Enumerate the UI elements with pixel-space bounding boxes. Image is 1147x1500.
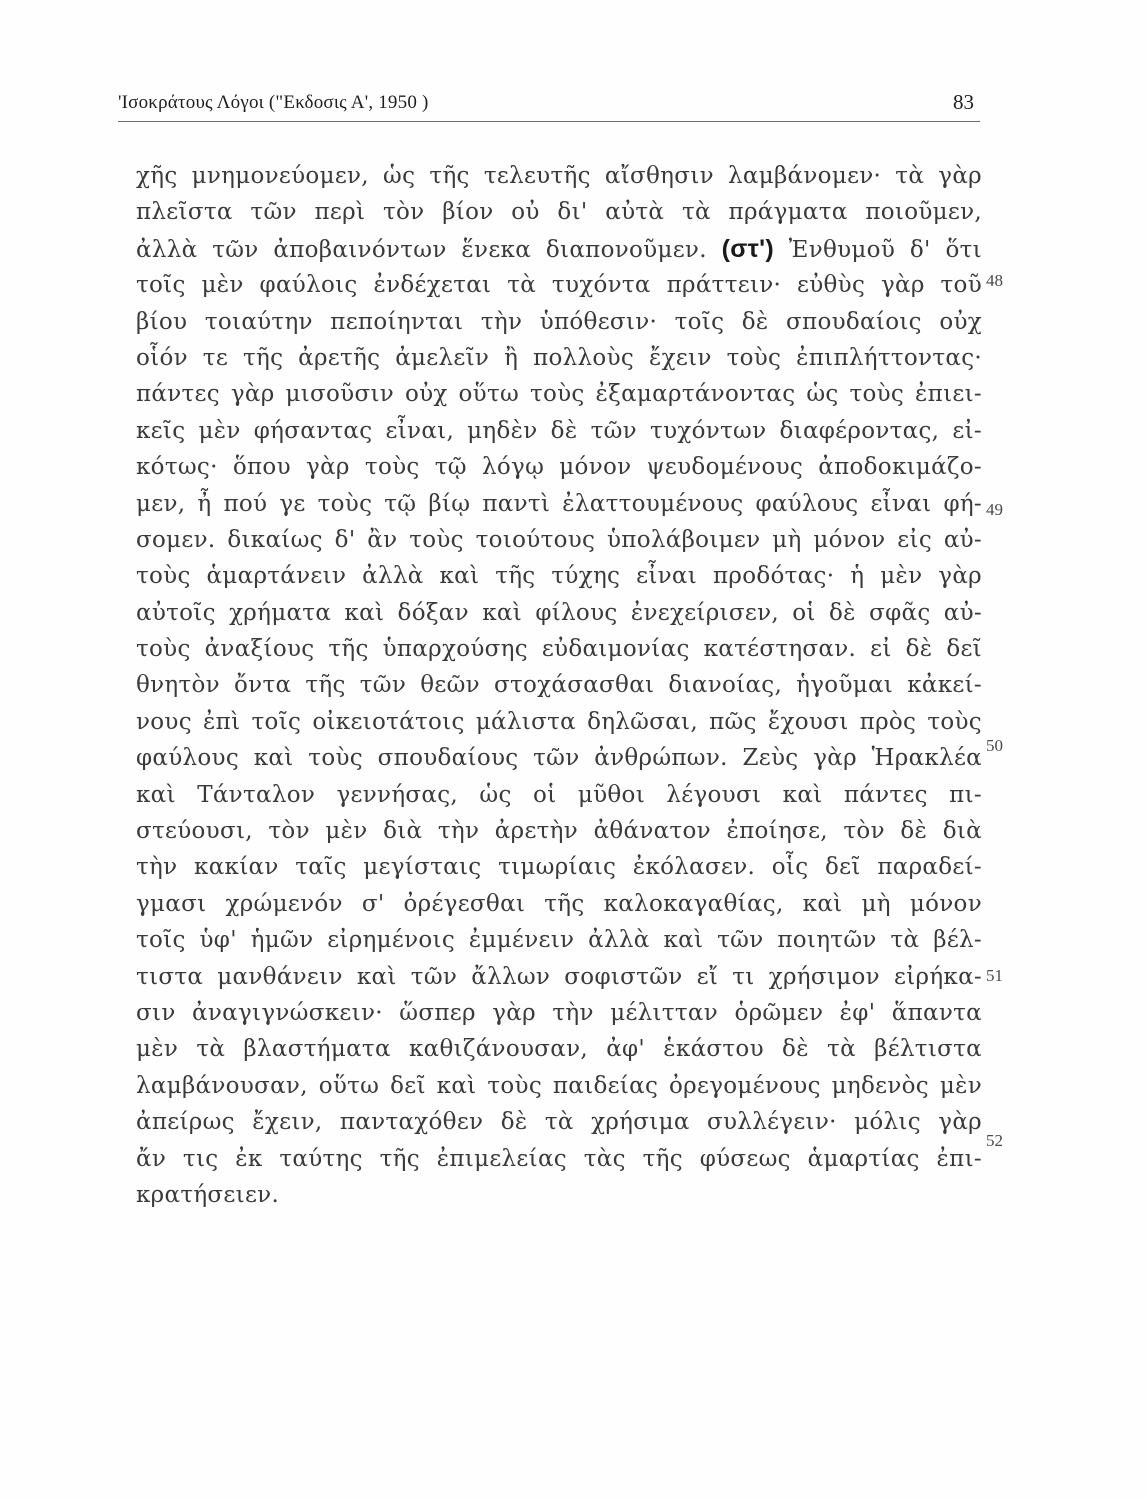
page-header: [118, 88, 980, 124]
running-title: 'Ισοκράτους Λόγοι ("Εκδοσις Α', 1950 ): [118, 92, 429, 113]
margin-section-number: 52: [986, 1131, 1003, 1150]
chapter-mark: (στ'): [721, 234, 774, 263]
margin-section-number: 51: [986, 966, 1003, 985]
text-line: πλεῖστα τῶν περὶ τὸν βίον οὐ δι' αὐτὰ τὰ πράγματα ποιοῦμεν,: [136, 199, 982, 226]
text-line: τοὺς ἁμαρτάνειν ἀλλὰ καὶ τῆς τύχης εἶναι προδότας· ἡ μὲν γὰρ: [136, 563, 982, 590]
text-line: χῆς μνημονεύομεν, ὡς τῆς τελευτῆς αἴσθησιν λαμβάνομεν· τὰ γὰρ: [136, 163, 982, 189]
text-line: [136, 231, 982, 267]
text-line-start: ἀλλὰ τῶν ἀποβαινόντων ἕνεκα διαπονοῦμεν.: [136, 236, 707, 263]
text-line: τοῖς ὑφ' ἡμῶν εἰρημένοις ἐμμένειν ἀλλὰ καὶ τῶν ποιητῶν τὰ βέλ-: [136, 927, 982, 954]
header-rule: [118, 121, 980, 122]
text-line: καὶ Τάνταλον γεννήσας, ὡς οἱ μῦθοι λέγουσι καὶ πάντες πι-: [136, 781, 982, 808]
text-line: ἄν τις ἐκ ταύτης τῆς ἐπιμελείας τὰς τῆς φύσεως ἁμαρτίας ἐπι-: [136, 1145, 982, 1172]
body-text: [136, 158, 982, 1213]
text-line: κεῖς μὲν φήσαντας εἶναι, μηδὲν δὲ τῶν τυχόντων διαφέροντας, εἰ-: [136, 417, 982, 444]
text-line-end: Ἐνθυμοῦ δ' ὅτι: [788, 236, 982, 263]
text-line: μεν, ἦ πού γε τοὺς τῷ βίῳ παντὶ ἐλαττουμένους φαύλους εἶναι φή-: [136, 490, 982, 517]
text-line: κότως· ὅπου γὰρ τοὺς τῷ λόγῳ μόνον ψευδομένους ἀποδοκιμάζο-: [136, 454, 982, 481]
text-line: τοὺς ἀναξίους τῆς ὑπαρχούσης εὐδαιμονίας κατέστησαν. εἰ δὲ δεῖ: [136, 636, 982, 663]
text-line: σιν ἀναγιγνώσκειν· ὥσπερ γὰρ τὴν μέλιτταν ὁρῶμεν ἐφ' ἅπαντα: [136, 999, 982, 1026]
text-line: στεύουσι, τὸν μὲν διὰ τὴν ἀρετὴν ἀθάνατον ἐποίησε, τὸν δὲ διὰ: [136, 818, 982, 845]
text-line: νους ἐπὶ τοῖς οἰκειοτάτοις μάλιστα δηλῶσαι, πῶς ἔχουσι πρὸς τοὺς: [136, 708, 982, 735]
text-line: γμασι χρώμενόν σ' ὀρέγεσθαι τῆς καλοκαγαθίας, καὶ μὴ μόνον: [136, 890, 982, 917]
text-line: τιστα μανθάνειν καὶ τῶν ἄλλων σοφιστῶν εἴ τι χρήσιμον εἰρήκα-: [136, 963, 982, 990]
text-line: τοῖς μὲν φαύλοις ἐνδέχεται τὰ τυχόντα πράττειν· εὐθὺς γὰρ τοῦ: [136, 272, 982, 299]
text-line: μὲν τὰ βλαστήματα καθιζάνουσαν, ἀφ' ἑκάστου δὲ τὰ βέλτιστα: [136, 1036, 982, 1063]
text-line: θνητὸν ὄντα τῆς τῶν θεῶν στοχάσασθαι διανοίας, ἡγοῦμαι κἀκεί-: [136, 672, 982, 699]
text-line: ἀπείρως ἔχειν, πανταχόθεν δὲ τὰ χρήσιμα συλλέγειν· μόλις γὰρ: [136, 1109, 982, 1136]
text-line: αὐτοῖς χρήματα καὶ δόξαν καὶ φίλους ἐνεχείρισεν, οἱ δὲ σφᾶς αὐ-: [136, 599, 982, 626]
page-number: 83: [953, 90, 974, 114]
margin-section-number: 48: [986, 271, 1003, 290]
margin-section-number: 50: [986, 736, 1003, 755]
text-line: οἷόν τε τῆς ἀρετῆς ἀμελεῖν ἢ πολλοὺς ἔχειν τοὺς ἐπιπλήττοντας·: [136, 344, 982, 371]
text-line: πάντες γὰρ μισοῦσιν οὐχ οὕτω τοὺς ἐξαμαρτάνοντας ὡς τοὺς ἐπιει-: [136, 381, 982, 408]
margin-section-number: 49: [986, 500, 1003, 519]
text-line: σομεν. δικαίως δ' ἂν τοὺς τοιούτους ὑπολάβοιμεν μὴ μόνον εἰς αὐ-: [136, 526, 982, 553]
text-line: λαμβάνουσαν, οὕτω δεῖ καὶ τοὺς παιδείας ὀρεγομένους μηδενὸς μὲν: [136, 1072, 982, 1099]
text-line: φαύλους καὶ τοὺς σπουδαίους τῶν ἀνθρώπων. Ζεὺς γὰρ Ἡρακλέα: [136, 745, 982, 772]
text-line: κρατήσειεν.: [136, 1181, 280, 1208]
text-line: βίου τοιαύτην πεποίηνται τὴν ὑπόθεσιν· τοῖς δὲ σπουδαίοις οὐχ: [136, 308, 982, 335]
text-line: τὴν κακίαν ταῖς μεγίσταις τιμωρίαις ἐκόλασεν. οἷς δεῖ παραδεί-: [136, 854, 982, 881]
